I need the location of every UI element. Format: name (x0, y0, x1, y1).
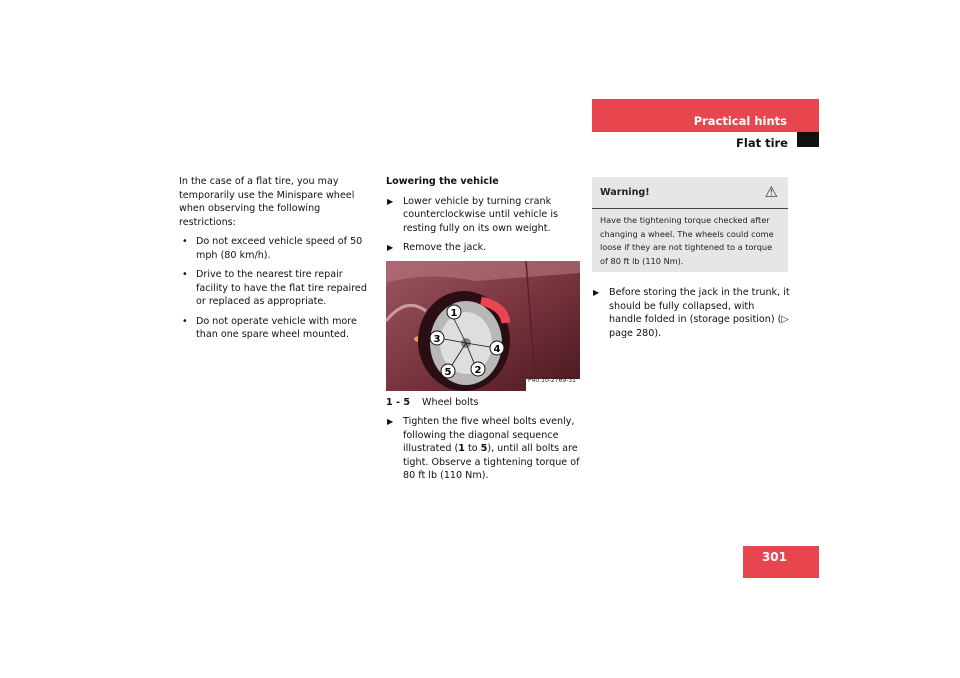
step-arrow-icon: ▶ (387, 196, 394, 206)
svg-text:3: 3 (433, 333, 441, 345)
page-ref-icon: ▷ (781, 314, 789, 325)
step-item: ▶ Lower vehicle by turning crank counterclockwise until vehicle is resting fully on its own weight. (387, 195, 558, 234)
column-right (592, 286, 790, 340)
page-number-box (743, 546, 819, 578)
warning-title: Warning! (600, 187, 650, 198)
bolt-label-2 (471, 362, 485, 376)
bolt-label-5 (441, 364, 455, 378)
section-heading: Lowering the vehicle (386, 176, 499, 187)
step-arrow-icon: ▶ (387, 243, 394, 252)
svg-text:5: 5 (444, 366, 452, 378)
bolt-label-4 (490, 341, 504, 355)
figure-code: P40.10-2769-31 (527, 377, 576, 384)
header-marker (797, 132, 819, 147)
step-arrow-icon: ▶ (593, 288, 600, 297)
warning-text: Have the tightening torque checked after changing a wheel. The wheels could come loose if they are not tightened to a torque of 80 ft lb (110 Nm). (600, 215, 774, 266)
figure-legend (386, 396, 580, 410)
column-left (179, 175, 375, 342)
list-item: • Drive to the nearest tire repair facility to have the flat tire repaired or replaced as appropriate. (182, 269, 367, 307)
step-item: ▶ Remove the jack. (387, 242, 487, 253)
step-item: ▶ Before storing the jack in the trunk, it should be fully collapsed, with handle folded in (storage position) (▷ page 280). (593, 287, 790, 339)
bolt-label-1 (447, 305, 461, 319)
list-item: • Do not operate vehicle with more than one spare wheel mounted. (182, 315, 357, 340)
warning-box (592, 177, 788, 272)
legend-value: Wheel bolts (422, 396, 479, 408)
bullet-icon: • (182, 315, 188, 327)
bullet-icon: • (182, 236, 188, 247)
subsection-title: Flat tire (736, 136, 788, 150)
list-item: • Do not exceed vehicle speed of 50 mph (80 km/h). (182, 236, 363, 261)
warning-header (592, 177, 788, 209)
svg-text:1: 1 (450, 307, 458, 319)
section-title: Practical hints (693, 114, 787, 128)
header-bar (592, 99, 819, 132)
step-arrow-icon: ▶ (387, 417, 394, 426)
svg-text:4: 4 (493, 343, 501, 355)
step-item: ▶ Tighten the five wheel bolts evenly, following the diagonal sequence illustrated (1 to 5), until all bolts are tight. Observe a tightening torque of 80 ft lb (110 Nm). (387, 416, 580, 481)
intro-text: In the case of a flat tire, you may temporarily use the Minispare wheel when observing the following restrictions: (179, 176, 355, 228)
bullet-icon: • (182, 269, 188, 280)
column-middle (386, 175, 580, 483)
car-wheel-illustration (386, 261, 580, 391)
wheel-bolt-figure (386, 261, 580, 391)
warning-triangle-icon: ⚠ (764, 183, 778, 201)
bolt-label-3 (430, 331, 444, 345)
legend-key: 1 - 5 (386, 396, 411, 408)
page-number: 301 (761, 550, 787, 564)
svg-text:2: 2 (474, 364, 482, 376)
